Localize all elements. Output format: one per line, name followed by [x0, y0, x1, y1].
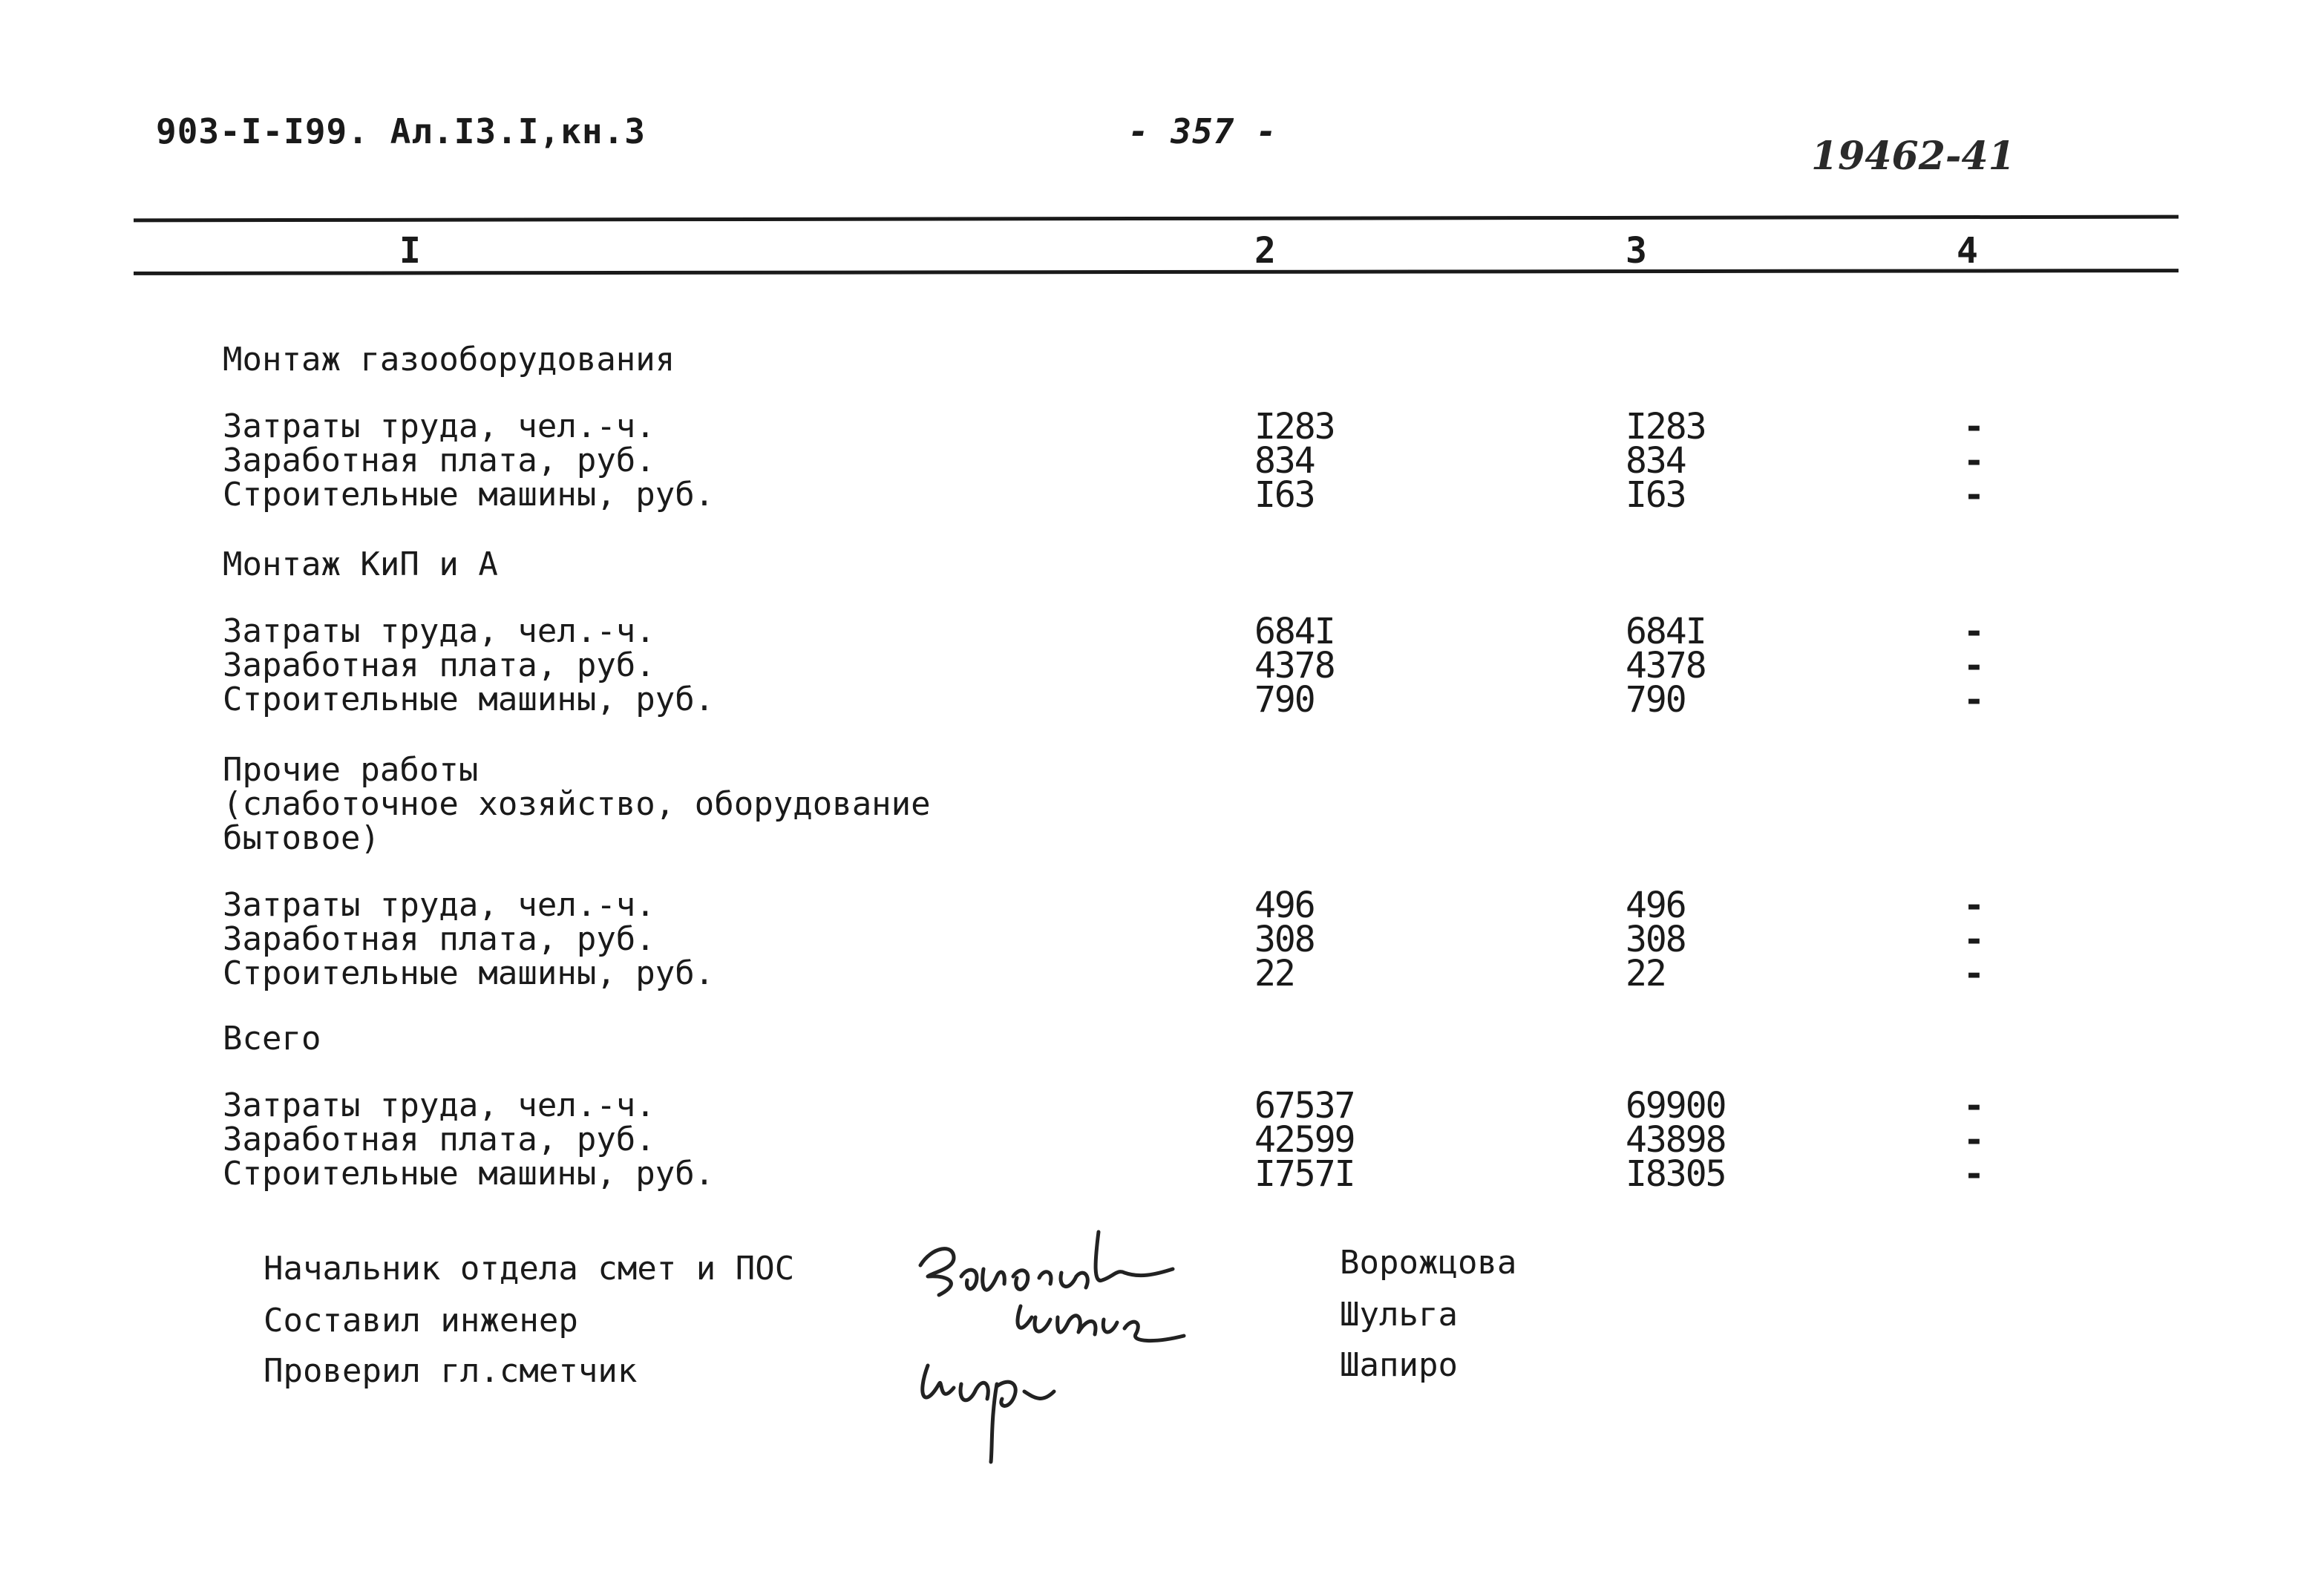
cell-col-2: 4378 — [1254, 645, 1335, 686]
cell-col-4: - — [1963, 1085, 1985, 1127]
row-label: Затраты труда, чел.-ч. — [223, 612, 655, 650]
cell-col-3: 43898 — [1626, 1119, 1726, 1161]
cell-col-2: 22 — [1254, 953, 1294, 994]
signatory-name: Ворожцова — [1340, 1244, 1517, 1282]
cell-col-3: 684I — [1626, 611, 1706, 652]
row-label: Заработная плата, руб. — [223, 1121, 655, 1158]
cell-col-4: - — [1963, 885, 1985, 926]
cell-col-4: - — [1963, 645, 1985, 686]
cell-col-4: - — [1963, 1153, 1985, 1195]
cell-col-4: - — [1963, 611, 1985, 652]
cell-col-4: - — [1963, 440, 1985, 482]
cell-col-4: - — [1963, 919, 1985, 960]
cell-col-4: - — [1963, 474, 1985, 516]
cell-col-2: I283 — [1254, 406, 1335, 447]
cell-col-2: I63 — [1254, 474, 1315, 516]
document-code: 903-I-I99. Ал.I3.I,кн.3 — [156, 111, 646, 151]
signature-role: Составил инженер — [264, 1302, 578, 1340]
cell-col-3: 69900 — [1626, 1085, 1726, 1127]
section-title: Монтаж газооборудования — [223, 341, 675, 378]
row-label: Строительные машины, руб. — [223, 681, 715, 718]
cell-col-2: 308 — [1254, 919, 1315, 960]
cell-col-2: 67537 — [1254, 1085, 1355, 1127]
column-header-2: 2 — [1254, 230, 1276, 272]
cell-col-3: I63 — [1626, 474, 1686, 516]
archive-number: 19462-41 — [1811, 134, 2015, 179]
cell-col-3: 308 — [1626, 919, 1686, 960]
signatory-name: Шульга — [1340, 1296, 1458, 1334]
section-title: Всего — [223, 1020, 321, 1058]
cell-col-3: 22 — [1626, 953, 1666, 994]
row-label: Заработная плата, руб. — [223, 442, 655, 479]
row-label: Затраты труда, чел.-ч. — [223, 1086, 655, 1124]
row-label: Строительные машины, руб. — [223, 1155, 715, 1193]
signature-role: Начальник отдела смет и ПОС — [264, 1250, 795, 1288]
cell-col-3: 4378 — [1626, 645, 1706, 686]
cell-col-2: 496 — [1254, 885, 1315, 926]
cell-col-4: - — [1963, 679, 1985, 721]
section-title: (слаботочное хозяйство, оборудование — [223, 785, 931, 823]
row-label: Затраты труда, чел.-ч. — [223, 407, 655, 445]
table-top-rule — [134, 215, 2179, 223]
row-label: Затраты труда, чел.-ч. — [223, 886, 655, 924]
signature-role: Проверил гл.сметчик — [264, 1352, 638, 1390]
cell-col-2: I757I — [1254, 1153, 1355, 1195]
cell-col-3: 834 — [1626, 440, 1686, 482]
section-title: бытовое) — [223, 819, 380, 857]
cell-col-3: 790 — [1626, 679, 1686, 721]
cell-col-2: 42599 — [1254, 1119, 1355, 1161]
cell-col-3: I283 — [1626, 406, 1706, 447]
section-title: Монтаж КиП и А — [223, 545, 498, 583]
column-header-4: 4 — [1957, 230, 1978, 272]
column-header-3: 3 — [1626, 230, 1647, 272]
cell-col-2: 790 — [1254, 679, 1315, 721]
cell-col-4: - — [1963, 953, 1985, 994]
cell-col-3: 496 — [1626, 885, 1686, 926]
row-label: Заработная плата, руб. — [223, 646, 655, 684]
section-title: Прочие работы — [223, 751, 479, 789]
signatory-name: Шапиро — [1340, 1346, 1458, 1384]
handwritten-signatures — [909, 1224, 1251, 1469]
table-header-rule — [134, 269, 2179, 275]
page-number: - 357 - — [1128, 111, 1277, 151]
cell-col-2: 684I — [1254, 611, 1335, 652]
cell-col-3: I8305 — [1626, 1153, 1726, 1195]
cell-col-2: 834 — [1254, 440, 1315, 482]
row-label: Заработная плата, руб. — [223, 920, 655, 958]
column-header-1: I — [399, 230, 421, 272]
cell-col-4: - — [1963, 406, 1985, 447]
cell-col-4: - — [1963, 1119, 1985, 1161]
row-label: Строительные машины, руб. — [223, 954, 715, 992]
row-label: Строительные машины, руб. — [223, 476, 715, 514]
